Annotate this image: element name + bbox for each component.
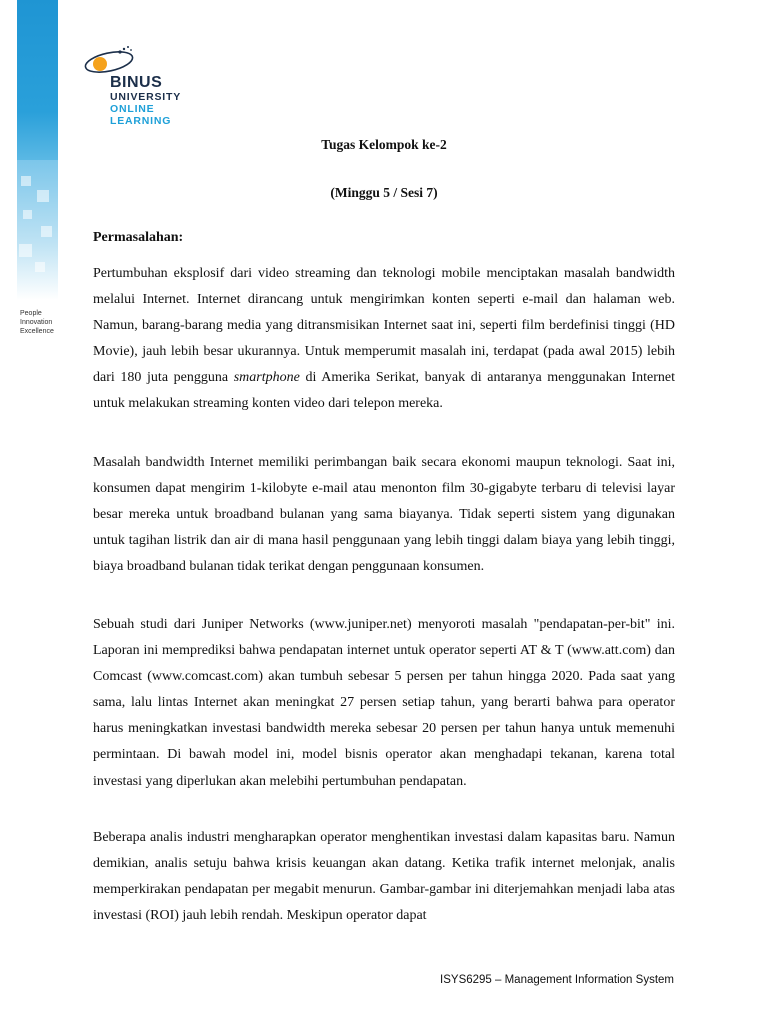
section-heading: Permasalahan: (93, 230, 184, 245)
logo-learning: LEARNING (110, 115, 172, 127)
logo-brand: BINUS (110, 74, 163, 91)
tagline-innovation: Innovation (20, 319, 53, 326)
tagline-excellence: Excellence (20, 328, 54, 335)
paragraph-2: Masalah bandwidth Internet memiliki perimbangan baik secara ekonomi maupun teknologi. Saat ini, konsumen dapat mengirim 1-kilobyte e-mail atau menonton film 30-gigabyte terbaru di televisi layar besar mereka untuk broadband bulanan yang sama biayanya. Tidak seperti sistem yang digunakan untuk tagihan listrik dan air di mana hasil penggunaan yang lebih tinggi dalam biaya yang lebih tinggi, biaya broadband bulanan tidak terikat dengan penggunaan konsumen. (93, 455, 675, 575)
paragraph-1-text-b: di Amerika Serikat, banyak di antaranya menggunakan Internet untuk melakukan streaming konten video dari telepon mereka. (93, 370, 675, 412)
footer-course: ISYS6295 – Management Information System (440, 974, 674, 986)
document-title: Tugas Kelompok ke-2 (321, 137, 447, 152)
document-subtitle: (Minggu 5 / Sesi 7) (330, 185, 438, 200)
paragraph-1 (93, 261, 675, 418)
logo-online: ONLINE (110, 103, 155, 115)
paragraph-1-italic: smartphone (233, 370, 300, 386)
paragraph-1-text-a: Pertumbuhan eksplosif dari video streaming dan teknologi mobile menciptakan masalah bandwidth melalui Internet. Internet dirancang untuk mengirimkan konten seperti e-mail dan halaman web. Namun, barang-barang media yang ditransmisikan Internet saat ini, seperti film berdefinisi tinggi (HD Movie), jauh lebih besar ukurannya. Untuk memperumit masalah ini, terdapat (pada awal 2015) lebih dari 180 juta pengguna (93, 266, 675, 386)
logo-text (110, 75, 181, 127)
logo-university: UNIVERSITY (110, 91, 182, 103)
tagline-people: People (20, 310, 42, 317)
tagline (20, 309, 54, 336)
paragraph-4: Beberapa analis industri mengharapkan operator menghentikan investasi dalam kapasitas baru. Namun demikian, analis setuju bahwa krisis keuangan akan datang. Ketika trafik internet melonjak, analis memperkirakan pendapatan per megabit menurun. Gambar-gambar ini diterjemahkan menjadi laba atas investasi (ROI) jauh lebih rendah. Meskipun operator dapat (93, 830, 675, 924)
paragraph-3: Sebuah studi dari Juniper Networks (www.juniper.net) menyoroti masalah "pendapatan-per-bit" ini. Laporan ini memprediksi bahwa pendapatan internet untuk operator seperti AT & T (www.att.com) dan Comcast (www.comcast.com) akan tumbuh sebesar 5 persen per tahun hingga 2020. Pada saat yang sama, lalu lintas Internet akan meningkat 27 persen setiap tahun, yang berarti bahwa para operator harus meningkatkan investasi bandwidth mereka sebesar 20 persen per tahun hanya untuk memenuhi permintaan. Di bawah model ini, model bisnis operator akan menghadapi tekanan, karena total investasi yang diperlukan akan melebihi pertumbuhan pendapatan. (93, 617, 675, 789)
